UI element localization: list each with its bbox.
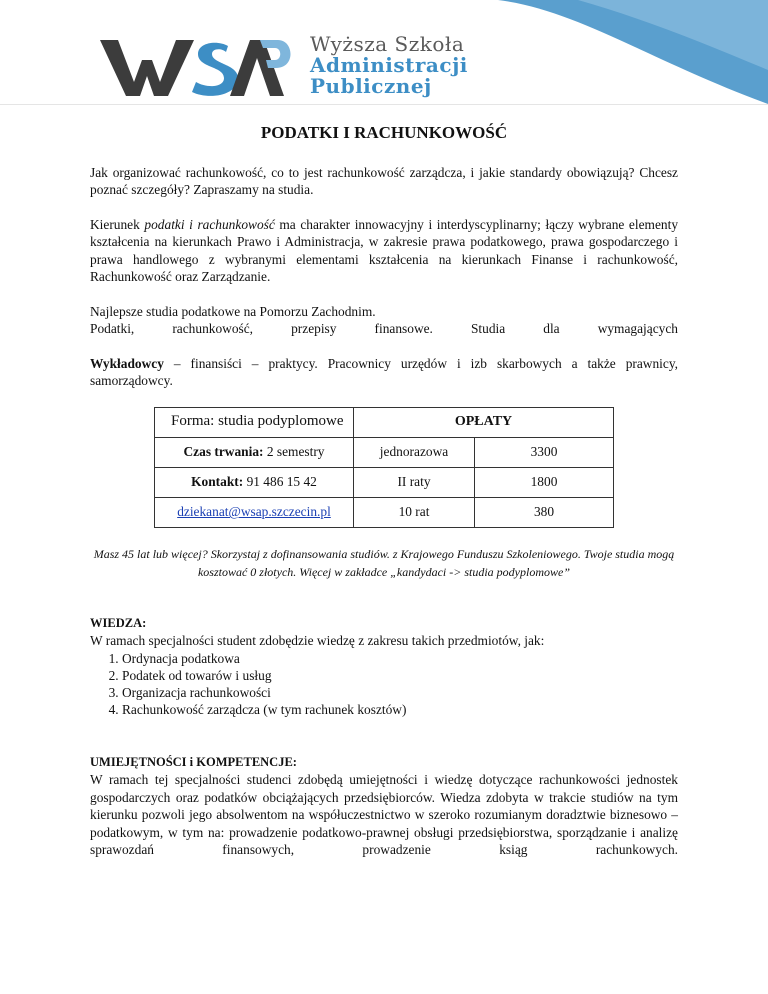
duration-label: Czas trwania:: [183, 444, 264, 460]
wiedza-intro: W ramach specjalności student zdobędzie wiedzę z zakresu takich przedmiotów, jak:: [90, 633, 545, 648]
kierunek-italic: podatki i rachunkowość: [144, 216, 275, 232]
contact-label: Kontakt:: [191, 474, 244, 490]
best-line-1: Najlepsze studia podatkowe na Pomorzu Zachodnim.: [90, 303, 376, 319]
email-cell: [155, 497, 354, 527]
document-body: [90, 124, 678, 876]
intro-paragraph: Jak organizować rachunkowość, co to jest rachunkowość zarządcza, i jakie standardy obowiązują? Chcesz poznać szczegóły? Zapraszamy na studia.: [90, 164, 678, 197]
table-row: [155, 467, 614, 497]
table-row: [155, 407, 614, 437]
duration-value: 2 semestry: [263, 444, 325, 460]
contact-value: 91 486 15 42: [243, 474, 317, 490]
contact-cell: [155, 467, 354, 497]
logo-wordmark: [310, 34, 468, 97]
skills-paragraph: W ramach tej specjalności studenci zdobędą umiejętności i wiedzę dotyczące rachunkowości jednostek gospodarczych oraz podatków obciążających przedsiębiorców. Wiedza zdobyta w trakcie studiów na tym kierunku pozwoli jego absolwentom na współuczestnictwo w szeroko rozumianym doradztwie biznesowo – podatkowym, w tym na: prowadzenie podatkowo-prawnej obsługi przedsiębiorstwa, sporządzanie i analizę sprawozdań finansowych, prowadzenie ksiąg rachunkowych.: [90, 772, 678, 857]
page-title: PODATKI I RACHUNKOWOŚĆ: [260, 123, 508, 142]
fee-amount: 380: [475, 497, 614, 527]
wiedza-heading: WIEDZA:: [90, 615, 147, 630]
fees-header: OPŁATY: [354, 407, 614, 437]
fee-type: jednorazowa: [354, 437, 475, 467]
skills-heading: UMIEJĘTNOŚCI i KOMPETENCJE:: [90, 754, 297, 769]
table-row: [155, 497, 614, 527]
kierunek-before: Kierunek: [90, 216, 145, 232]
fee-type: 10 rat: [354, 497, 475, 527]
header-banner: [0, 0, 768, 105]
funding-note: Masz 45 lat lub więcej? Skorzystaj z dofinansowania studiów. z Krajowego Funduszu Szkoleniowego. Twoje studia mogą kosztować 0 złotych. Więcej w zakładce „kandydaci -> studia podyplomowe”: [93, 546, 675, 579]
logo-line-3: Publicznej: [310, 74, 432, 98]
lecturers-bold: Wykładowcy: [90, 355, 164, 371]
list-item: 1. Ordynacja podatkowa: [122, 650, 678, 667]
fee-type: II raty: [354, 467, 475, 497]
best-studies-block: [90, 303, 678, 338]
wiedza-list: [90, 650, 678, 718]
wsap-logo-icon: [100, 38, 295, 98]
list-item: 3. Organizacja rachunkowości: [122, 684, 678, 701]
logo-line-2: Administracji: [310, 53, 468, 77]
kierunek-after: ma charakter innowacyjny i interdyscyplinarny; łączy wybrane elementy kształcenia na kierunkach Prawo i Administracja, w zakresie prawa podatkowego, prawa gospodarczego i prawa handlowego z wybranymi elementami kształcenia na kierunkach Finanse i rachunkowość, Rachunkowość oraz Zarządzanie.: [90, 216, 679, 284]
kierunek-paragraph: [90, 216, 678, 286]
table-row: [155, 437, 614, 467]
form-cell: Forma: studia podyplomowe: [155, 407, 354, 437]
best-line-2: Podatki, rachunkowość, przepisy finansowe. Studia dla wymagających: [90, 321, 678, 336]
duration-cell: [155, 437, 354, 467]
fees-table: [154, 407, 614, 528]
lecturers-rest: – finansiści – praktycy. Pracownicy urzędów i izb skarbowych a także prawnicy, samorządowcy.: [90, 355, 678, 388]
logo-line-1: Wyższa Szkoła: [310, 32, 465, 56]
fee-amount: 1800: [475, 467, 614, 497]
email-link[interactable]: dziekanat@wsap.szczecin.pl: [177, 504, 331, 520]
fee-amount: 3300: [475, 437, 614, 467]
lecturers-paragraph: [90, 355, 678, 390]
list-item: 4. Rachunkowość zarządcza (w tym rachunek kosztów): [122, 701, 678, 718]
list-item: 2. Podatek od towarów i usług: [122, 667, 678, 684]
